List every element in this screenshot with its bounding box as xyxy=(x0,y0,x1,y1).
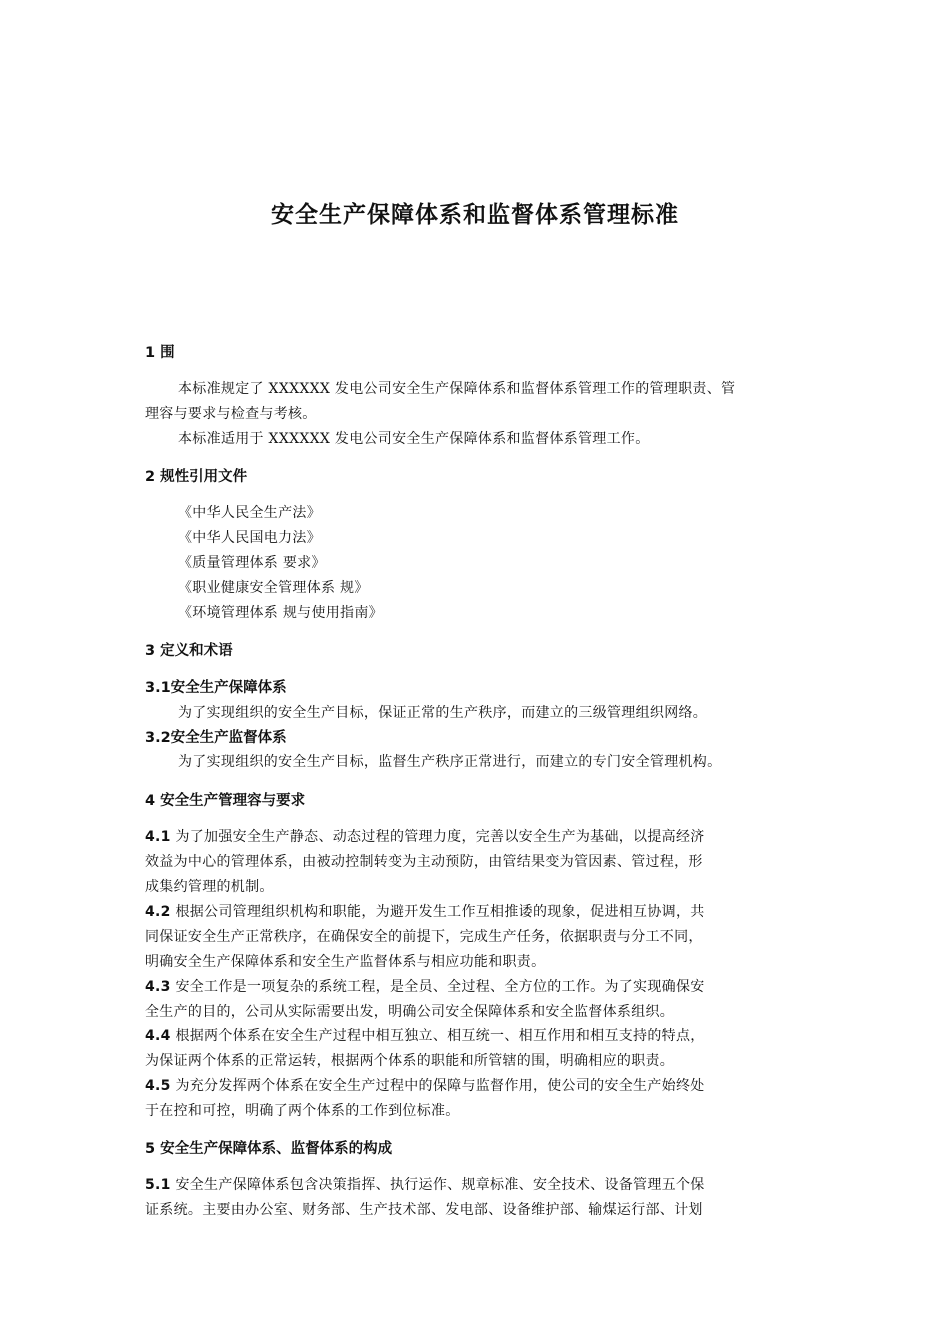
section-1-paragraph-1-line-1: 本标准规定了 XXXXXX 发电公司安全生产保障体系和监督体系管理工作的管理职责、管 xyxy=(178,381,736,397)
reference-item: 《职业健康安全管理体系 规》 xyxy=(178,580,369,596)
clause-4-2-line-2: 同保证安全生产正常秩序，在确保安全的前提下，完成生产任务，依据职责与分工不同， xyxy=(145,929,703,945)
clause-4-1-line-3: 成集约管理的机制。 xyxy=(145,879,274,895)
section-1-paragraph-1-line-2: 理容与要求与检查与考核。 xyxy=(145,406,317,422)
clause-4-3-line-1 xyxy=(145,976,705,996)
section-1-heading: 1 围 xyxy=(145,345,175,361)
definition-text-3-2: 为了实现组织的安全生产目标，监督生产秩序正常进行，而建立的专门安全管理机构。 xyxy=(178,754,722,770)
clause-text: 根据两个体系在安全生产过程中相互独立、相互统一、相互作用和相互支持的特点， xyxy=(170,1028,705,1044)
section-5-heading: 5 安全生产保障体系、监督体系的构成 xyxy=(145,1141,393,1157)
clause-text: 根据公司管理组织机构和职能，为避开发生工作互相推诿的现象，促进相互协调，共 xyxy=(170,904,705,920)
reference-item: 《中华人民国电力法》 xyxy=(178,530,321,546)
clause-4-1-line-2: 效益为中心的管理体系，由被动控制转变为主动预防，由管结果变为管因素、管过程，形 xyxy=(145,854,703,870)
clause-number: 5.1 xyxy=(145,1177,171,1193)
definition-term-3-1: 3.1安全生产保障体系 xyxy=(145,680,287,696)
clause-4-5-line-2: 于在控和可控，明确了两个体系的工作到位标准。 xyxy=(145,1103,460,1119)
definition-text-3-1: 为了实现组织的安全生产目标，保证正常的生产秩序，而建立的三级管理组织网络。 xyxy=(178,705,708,721)
reference-item: 《质量管理体系 要求》 xyxy=(178,555,326,571)
clause-5-1-line-2: 证系统。主要由办公室、财务部、生产技术部、发电部、设备维护部、输煤运行部、计划 xyxy=(145,1202,703,1218)
clause-4-3-line-2: 全生产的目的，公司从实际需要出发，明确公司安全保障体系和安全监督体系组织。 xyxy=(145,1004,675,1020)
clause-number: 4.4 xyxy=(145,1028,171,1044)
clause-number: 4.2 xyxy=(145,904,171,920)
clause-4-4-line-1 xyxy=(145,1025,705,1045)
reference-item: 《环境管理体系 规与使用指南》 xyxy=(178,605,383,621)
section-2-heading: 2 规性引用文件 xyxy=(145,469,248,485)
clause-number: 4.5 xyxy=(145,1078,171,1094)
clause-4-5-line-1 xyxy=(145,1075,705,1095)
reference-item: 《中华人民全生产法》 xyxy=(178,505,321,521)
clause-text: 为了加强安全生产静态、动态过程的管理力度，完善以安全生产为基础，以提高经济 xyxy=(170,829,705,845)
section-4-heading: 4 安全生产管理容与要求 xyxy=(145,793,306,809)
clause-4-2-line-1 xyxy=(145,901,705,921)
section-1-paragraph-2: 本标准适用于 XXXXXX 发电公司安全生产保障体系和监督体系管理工作。 xyxy=(178,431,650,447)
clause-4-1-line-1 xyxy=(145,826,705,846)
clause-text: 安全生产保障体系包含决策指挥、执行运作、规章标准、安全技术、设备管理五个保 xyxy=(170,1177,705,1193)
clause-text: 为充分发挥两个体系在安全生产过程中的保障与监督作用，使公司的安全生产始终处 xyxy=(170,1078,705,1094)
clause-number: 4.3 xyxy=(145,979,171,995)
document-title: 安全生产保障体系和监督体系管理标准 xyxy=(271,202,679,228)
definition-term-3-2: 3.2安全生产监督体系 xyxy=(145,730,287,746)
section-3-heading: 3 定义和术语 xyxy=(145,643,233,659)
clause-4-4-line-2: 为保证两个体系的正常运转，根据两个体系的职能和所管辖的围，明确相应的职责。 xyxy=(145,1053,675,1069)
clause-4-2-line-3: 明确安全生产保障体系和安全生产监督体系与相应功能和职责。 xyxy=(145,954,546,970)
clause-5-1-line-1 xyxy=(145,1174,705,1194)
clause-number: 4.1 xyxy=(145,829,171,845)
clause-text: 安全工作是一项复杂的系统工程，是全员、全过程、全方位的工作。为了实现确保安 xyxy=(170,979,705,995)
